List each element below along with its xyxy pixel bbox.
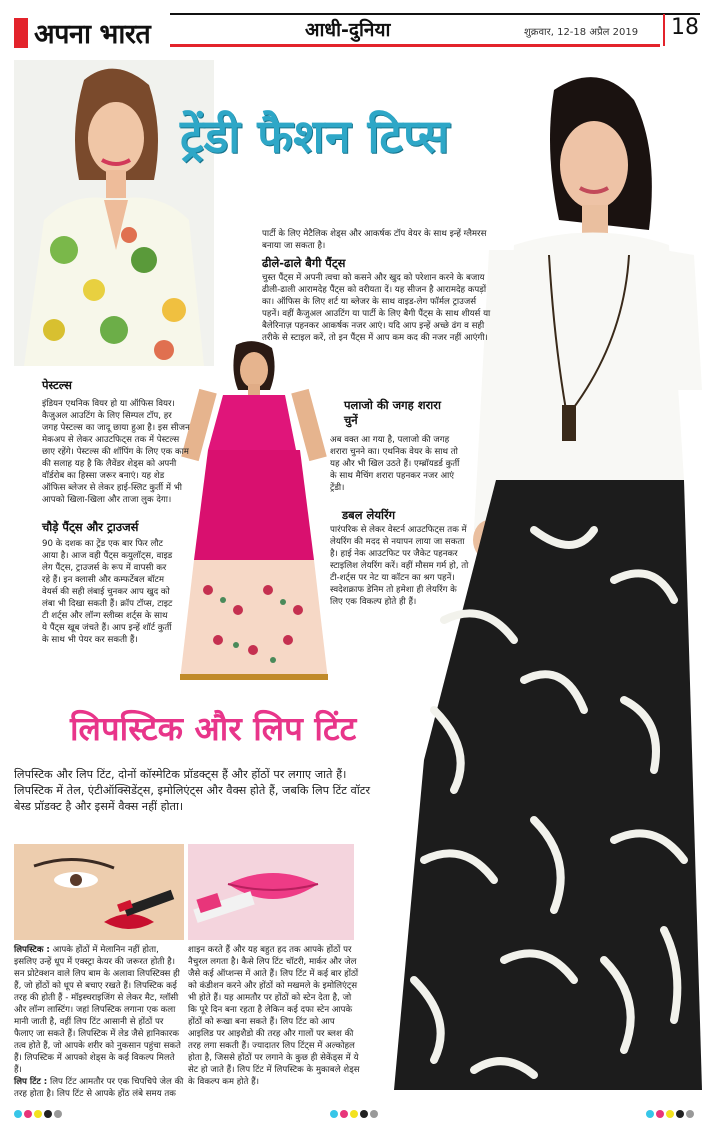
pastels-text: इंडियन एथनिक वियर हो या ऑफिस वियर। कैजुअल आउटिंग के लिए सिम्पल टॉप, हर जगह पेस्टल्स का जादू छाया हुआ है। इस सीजन मेकअप से लेकर आउटफिट्स तक में पेस्टल्स छाए रहेंगे। पेस्टल्स की शॉपिंग के लिए एक काम की सलाह यह है कि लैवेंडर शेड्स को अपनी वॉर्डरोब का हिस्सा जरूर बनाएं। यह शेड ऑफिस ब्लेजर से लेकर हाई-स्लिट कुर्ती में भी आपको खिला-खिला और ताजा लुक देगा।: [42, 399, 190, 505]
page-number-separator: [663, 14, 665, 46]
lipstick-text: आपके होंठों में मेलानिन नहीं होता, इसलिए उन्हें धूप में एक्स्ट्रा केयर की जरूरत होती है। सन प्रोटेक्शन वाले लिप बाम के अलावा लिपस्टिक्स ही हैं, जो होंठों को धूप से बचाए रखते हैं। लिपस्टिक कई तरह की होती हैं - मॉइस्चराइजिंग से लेकर मैट, ग्लॉसी और लॉन्ग लास्टिंग। जहां लिपस्टिक लगाना एक कला मानी जाती है, वहीं लिप टिंट आसानी से होंठों पर फैलाए जा सकते हैं। लिपस्टिक में लेड जैसे हानिकारक तत्व होते हैं, जो आपके शरीर को नुकसान पहुंचा सकते हैं। लिपस्टिक में आपको शेड्स के कई विकल्प मिलते हैं।: [14, 945, 181, 1075]
masthead-red-bar: [14, 18, 28, 48]
pastels-heading: पेस्टल्स: [42, 378, 72, 392]
palazzo-text: अब वक्त आ गया है, पलाजो की जगह शरारा चुनने का। एथनिक वेयर के साथ तो यह और भी खिल उठते हैं। एम्ब्रॉयडर्ड कुर्ती के साथ मैचिंग शरारा पहनकर नजर आएं ट्रेंडी।: [330, 435, 460, 493]
page-number: 18: [671, 15, 699, 40]
photo-pink-sharara-model: [178, 340, 330, 686]
lipstick-section-title: लिपस्टिक और लिप टिंट: [70, 709, 357, 748]
layering-heading: डबल लेयरिंग: [342, 508, 396, 522]
lipstick-description: [14, 944, 184, 1100]
issue-date: शुक्रवार, 12-18 अप्रैल 2019: [524, 27, 639, 38]
lip-tint-label: लिप टिंट :: [14, 1077, 48, 1087]
baggy-intro-text: पार्टी के लिए मेटैलिक शेड्स और आकर्षक टॉप वेयर के साथ इन्हें ग्लैमरस बनाया जा सकता है।: [262, 229, 487, 251]
print-registration-dots-right: [646, 1110, 694, 1118]
header-rule-top: [170, 13, 700, 15]
lipstick-label: लिपस्टिक :: [14, 945, 50, 955]
photo-red-lips: [14, 844, 184, 940]
lip-tint-text: लिप टिंट आमतौर पर एक चिपचिपे जेल की तरह होता है। लिप टिंट से आपके होंठ लंबे समय तक: [14, 1077, 184, 1099]
lip-tint-description: शाइन करते हैं और यह बहुत हद तक आपके होंठों पर नैचुरल लगता है। कैसे लिप टिंट चॉटरी, मार्कर और जेल जैसे कई ऑप्शन्स में आते हैं। लिप टिंट में कई बार होंठों को कंडीशन करने और होंठों को मखमले के इमोलिएंट्स भी होते हैं। यह आमतौर पर होंठों को स्टेन देता है, जो कि पूरे दिन बना रहता है लेकिन कई दफा स्टेन आपके होंठों को रूखा बना सकते हैं। लिप टिंट को आप आइलिड पर आइशैडो की तरह और गालों पर ब्लश की तरह लगा सकती हैं। ज्यादातर लिप टिंट्स में अल्कोहल होता है, जिससे होंठों पर लगाने के कुछ ही सेकेंड्स में ये सेट हो जाते हैं। लिप टिंट में लिपस्टिक के मुकाबले शेड्स के विकल्प कम होते हैं।: [188, 945, 360, 1087]
print-registration-dots-left: [14, 1110, 62, 1118]
header-rule-bottom: [170, 44, 660, 47]
main-title: ट्रेंडी फैशन टिप्स: [180, 109, 450, 163]
baggy-pants-heading: ढीले-ढाले बैगी पैंट्स: [262, 256, 346, 270]
photo-pink-lips: [188, 844, 354, 940]
paper-name: अपना भारत: [34, 19, 151, 50]
layering-text: पारंपरिक से लेकर वेस्टर्न आउटफिट्स तक में लेयरिंग की मदद से नयापन लाया जा सकता है। हाई नेक आउटफिट पर जैकेट पहनकर स्टाइलिश लेयरिंग करें। वहीं मौसम गर्म हो, तो टी-शर्ट्स पर नेट या कॉटन का श्रग पहनें। स्वदेशक्राफ डेनिम तो हमेशा ही लेयरिंग के लिए एक विकल्प होते ही हैं।: [330, 525, 469, 607]
lipstick-intro: लिपस्टिक और लिप टिंट, दोनों कॉस्मेटिक प्रॉडक्ट्स हैं और होंठों पर लगाए जाते हैं। लिपस्टिक में तेल, एंटीऑक्सिडेंट्स, इमोलिएंट्स और वैक्स होते हैं, जबकि लिप टिंट वॉटर बेस्ड प्रॉडक्ट है और इसमें वैक्स नहीं होता।: [14, 768, 371, 813]
palazzo-heading: पलाजो की जगह शरारा चुनें: [344, 398, 441, 427]
trousers-text: 90 के दशक का ट्रेंड एक बार फिर लौट आया है। आज वही पैंट्स कयुलॉट्स, वाइड लेग पैंट्स, ट्राउजर्स के रूप में वापसी कर रहे हैं। इन क्लासी और कम्फर्टेबल बॉटम वेयर्स की सही लंबाई चुनकर आप खुद को लंबा भी दिखा सकती हैं। क्रॉप टॉप्स, टाइट टी शर्ट्स और लॉन्ग स्लीव्स शर्ट्स के साथ ये पैंट्स खूब जंचते हैं। आप इन्हें शॉर्ट कुर्ती के साथ भी पेयर कर सकती हैं।: [42, 539, 173, 645]
section-name: आधी-दुनिया: [305, 19, 391, 41]
trousers-heading: चौड़े पैंट्स और ट्राउजर्स: [42, 520, 139, 534]
baggy-pants-text: चुस्त पैंट्स में अपनी त्वचा को कसने और खुद को परेशान करने के बजाय ढीली-ढाली आरामदेह पैंट्स को वरीयता दें। यह सीजन है आरामदेह कपड़ों का। ऑफिस के लिए शर्ट या ब्लेजर के साथ वाइड-लेग फॉर्मल ट्राउजर्स पहनें। वहीं कैजुअल आउटिंग या पार्टी के लिए बैगी पैंट्स के साथ शीयर्स या बैलेरिनाज़ पहनकर आकर्षक नजर आएं। यदि आप इन्हें अच्छे ढंग व सही तरीके से स्टाइल करें, तो इन पैंट्स में आप कम कद की नजर नहीं आएंगी।: [262, 273, 491, 343]
print-registration-dots-center: [330, 1110, 378, 1118]
